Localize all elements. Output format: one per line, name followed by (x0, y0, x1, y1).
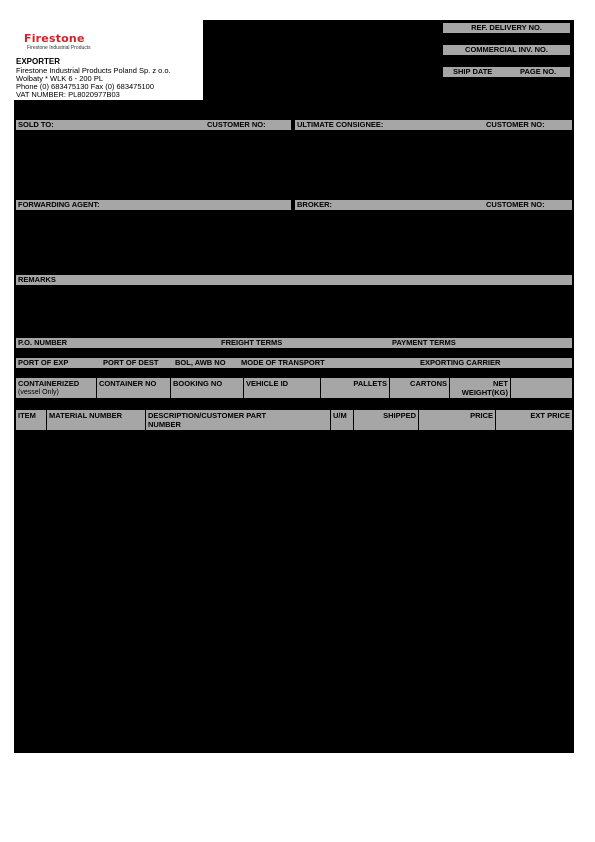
booking-no-cell (171, 378, 243, 398)
port-of-exp-label: PORT OF EXP (18, 358, 69, 367)
net-label: NET (493, 379, 508, 388)
booking-no-label: BOOKING NO (173, 379, 223, 388)
company-logo: Firestone (24, 32, 85, 45)
sold-to-label: SOLD TO: (18, 120, 54, 129)
container-no-label: CONTAINER NO (99, 379, 157, 388)
vehicle-id-label: VEHICLE ID (246, 379, 289, 388)
cartons-cell (390, 378, 449, 398)
remarks-label: REMARKS (18, 275, 56, 284)
ultimate-consignee-bar (295, 120, 572, 130)
exporting-carrier-label: EXPORTING CARRIER (420, 358, 501, 367)
price-label: PRICE (470, 411, 493, 420)
forwarding-agent-label: FORWARDING AGENT: (18, 200, 100, 209)
exporter-line: VAT NUMBER: PL8020977B03 (16, 90, 120, 99)
um-column-header (331, 410, 353, 430)
company-logo-subtitle: Firestone Industrial Products (27, 45, 91, 51)
net-weight-cell (450, 378, 510, 398)
exporter-line: Wolbaty * WLK 6 - 200 PL (16, 74, 103, 83)
description-column-header (146, 410, 330, 430)
description-label: DESCRIPTION/CUSTOMER PART (148, 411, 267, 420)
port-of-dest-label: PORT OF DEST (103, 358, 159, 367)
cartons-label: CARTONS (410, 379, 447, 388)
price-column-header (419, 410, 495, 430)
material-number-label: MATERIAL NUMBER (49, 411, 123, 420)
ship-date-label: SHIP DATE (453, 67, 493, 76)
customer-no-label: CUSTOMER NO: (486, 120, 545, 129)
ultimate-consignee-label: ULTIMATE CONSIGNEE: (297, 120, 384, 129)
exporter-block (14, 20, 203, 100)
shipping-bar (16, 358, 572, 368)
material-number-column-header (47, 410, 145, 430)
broker-label: BROKER: (297, 200, 332, 209)
customer-no-label: CUSTOMER NO: (486, 200, 545, 209)
ref-delivery-field[interactable]: REF. DELIVERY NO. (443, 23, 570, 33)
pallets-label: PALLETS (353, 379, 387, 388)
weight-kg-label: WEIGHT(KG) (461, 388, 508, 397)
item-label: ITEM (18, 411, 36, 420)
commercial-invoice-field[interactable]: COMMERCIAL INV. NO. (443, 45, 570, 55)
page-no-label: PAGE NO. (520, 67, 557, 76)
item-column-header (16, 410, 46, 430)
empty-cell (511, 378, 572, 398)
description-label-2: NUMBER (148, 420, 181, 429)
vessel-only-label: (vessel Only) (18, 389, 59, 396)
broker-bar (295, 200, 572, 210)
terms-bar (16, 338, 572, 348)
customer-no-label: CUSTOMER NO: (207, 120, 266, 129)
sold-to-bar (16, 120, 291, 130)
shipped-label: SHIPPED (383, 411, 416, 420)
forwarding-agent-bar (16, 200, 291, 210)
mode-of-transport-label: MODE OF TRANSPORT (241, 358, 325, 367)
payment-terms-label: PAYMENT TERMS (392, 338, 456, 347)
container-no-cell (97, 378, 170, 398)
bol-awb-label: BOL, AWB NO (175, 358, 226, 367)
exporter-line: Phone (0) 683475130 Fax (0) 683475100 (16, 82, 155, 91)
exporter-line: Firestone Industrial Products Poland Sp. z o.o. (16, 66, 171, 75)
containerized-cell (16, 378, 96, 398)
exporter-title: EXPORTER (16, 57, 61, 66)
um-label: U/M (333, 411, 347, 420)
remarks-bar (16, 275, 572, 285)
containerized-label: CONTAINERIZED (18, 379, 80, 388)
vehicle-id-cell (244, 378, 320, 398)
po-number-label: P.O. NUMBER (18, 338, 68, 347)
shipped-column-header (354, 410, 418, 430)
ship-date-page-bar (443, 67, 570, 77)
ext-price-column-header (496, 410, 572, 430)
pallets-cell (321, 378, 389, 398)
freight-terms-label: FREIGHT TERMS (221, 338, 283, 347)
ext-price-label: EXT PRICE (530, 411, 570, 420)
